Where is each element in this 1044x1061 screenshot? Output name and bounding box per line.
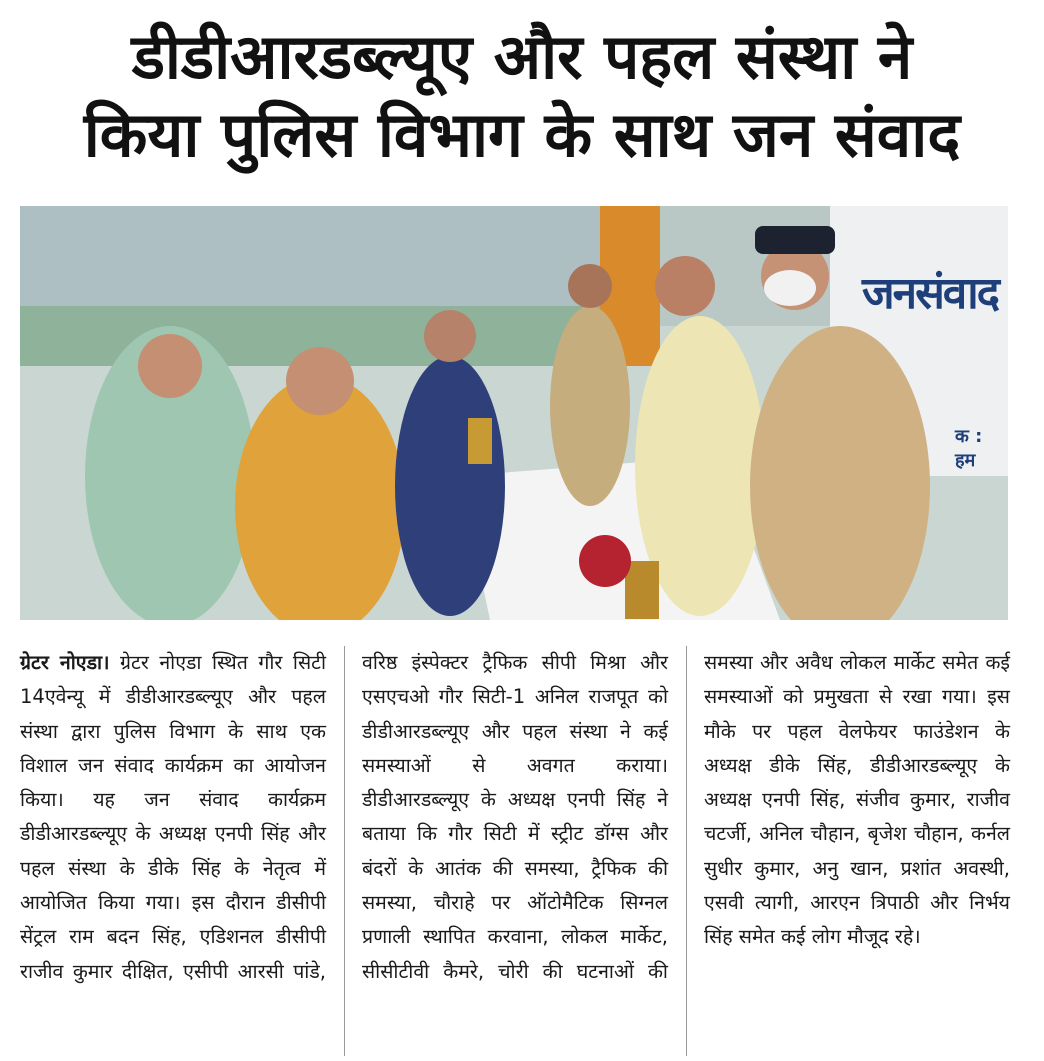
headline: [0, 18, 1044, 174]
photo-illustration: [20, 206, 1008, 620]
banner-text: जनसंवाद: [862, 268, 999, 319]
news-photo: [20, 206, 1008, 620]
headline-line-1: डीडीआरडब्ल्यूए और पहल संस्था ने: [131, 20, 913, 93]
dateline: ग्रेटर नोएडा।: [20, 651, 110, 674]
article-text: ग्रेटर नोएडा स्थित गौर सिटी 14एवेन्यू में डीडीआरडब्ल्यूए और पहल संस्था द्वारा पुलिस विभाग के साथ एक विशाल जन संवाद कार्यक्रम का आयोजन किया। यह जन संवाद कार्यक्रम डीडीआरडब्ल्यूए के अध्यक्ष एनपी सिंह और पहल संस्था के डीके सिंह के नेतृत्व में आयोजित किया गया। इस दौरान डीसीपी सेंट्रल राम बदन सिंह, एडिशनल डीसीपी राजीव कुमार दीक्षित, एसीपी आरसी पांडे, वरिष्ठ इंस्पेक्टर ट्रैफिक सीपी मिश्रा और एसएचओ गौर सिटी-1 अनिल राजपूत को डीडीआरडब्ल्यूए और पहल संस्था ने कई समस्याओं से अवगत कराया। डीडीआरडब्ल्यूए के अध्यक्ष एनपी सिंह ने बताया कि गौर सिटी में स्ट्रीट डॉग्स और बंदरों के आतंक की समस्या, ट्रैफिक की समस्या, चौराहे पर ऑटोमैटिक सिग्नल प्रणाली स्थापित करवाना, लोकल मार्केट, सीसीटीवी कैमरे, चोरी की घटनाओं की समस्या और अवैध लोकल मार्केट समेत कई समस्याओं को प्रमुखता से रखा गया। इस मौके पर पहल वेलफेयर फाउंडेशन के अध्यक्ष डीके सिंह, डीडीआरडब्ल्यूए के अध्यक्ष एनपी सिंह, संजीव कुमार, राजीव चटर्जी, अनिल चौहान, बृजेश चौहान, कर्नल सुधीर कुमार, अनु खान, प्रशांत अवस्थी, एसवी त्यागी, आरएन त्रिपाठी और निर्भय सिंह समेत कई लोग मौजूद रहे।: [20, 651, 1010, 983]
headline-line-2: किया पुलिस विभाग के साथ जन संवाद: [83, 98, 961, 171]
article-body: [20, 646, 1010, 1056]
banner-subtext: क : हम: [955, 426, 983, 471]
